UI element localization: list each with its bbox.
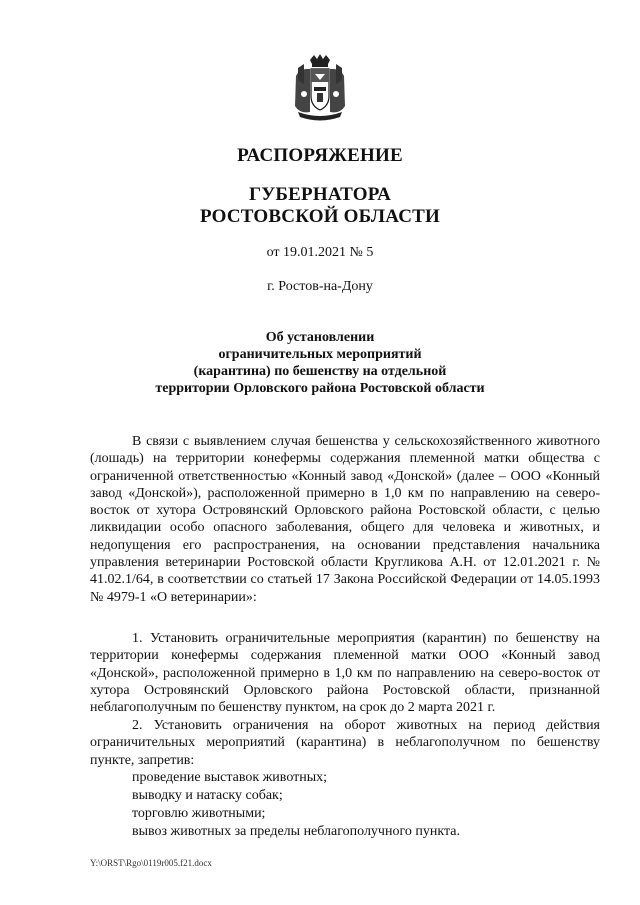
prohibition-item: проведение выставок животных; (132, 770, 328, 785)
subject-line-2: ограничительных мероприятий (218, 347, 422, 362)
city: г. Ростов-на-Дону (267, 279, 373, 294)
subject-line-4: территории Орловского района Ростовской области (155, 381, 485, 396)
file-path-footer: Y:\ORST\Rgo\0119r005.f21.docx (90, 858, 212, 868)
prohibition-item: вывоз животных за пределы неблагополучного пункта. (132, 824, 460, 839)
preamble-paragraph: В связи с выявлением случая бешенства у сельскохозяйственного животного (лошадь) на территории конефермы содержания племенной матки общества с ограниченной ответственностью «Конный завод «Донской» (далее – ООО «Конный завод «Донской»), расположенной примерно в 1,0 км по направлению на северо-восток от хутора Островянский Орловского района Ростовской области, с целью ликвидации особо опасного заболевания, общего для человека и животных, и недопущения его распространения, на основании представления начальника управления ветеринарии Ростовской области Кругликова А.Н. от 12.01.2021 г. № 41.02.1/64, в соответствии со статьей 17 Закона Российской Федерации от 14.05.1993 № 4979-1 «О ветеринарии»: (90, 434, 600, 605)
prohibition-item: выводку и натаску собак; (132, 788, 283, 803)
subject-line-1: Об установлении (265, 330, 375, 345)
coat-of-arms-icon (290, 54, 350, 124)
issuer-line-1: ГУБЕРНАТОРА (248, 184, 391, 205)
item-2-paragraph: 2. Установить ограничения на оборот животных на период действия ограничительных мероприятий (карантина) в неблагополучном по бешенству пункте, запретив: (90, 718, 600, 768)
document-type-title: РАСПОРЯЖЕНИЕ (237, 145, 403, 166)
date-number: от 19.01.2021 № 5 (266, 245, 374, 260)
subject-line-3: (карантина) по бешенству на отдельной (193, 364, 447, 379)
issuer-line-2: РОСТОВСКОЙ ОБЛАСТИ (199, 206, 440, 227)
prohibition-item: торговлю животными; (132, 806, 266, 821)
item-1-paragraph: 1. Установить ограничительные мероприятия (карантин) по бешенству на территории конефермы содержания племенной матки ООО «Конный завод «Донской», расположенной примерно в 1,0 км по направлению на северо-восток от хутора Островянский Орловского района Ростовской области, признанной неблагополучным по бешенству пунктом, на срок до 2 марта 2021 г. (90, 631, 600, 716)
